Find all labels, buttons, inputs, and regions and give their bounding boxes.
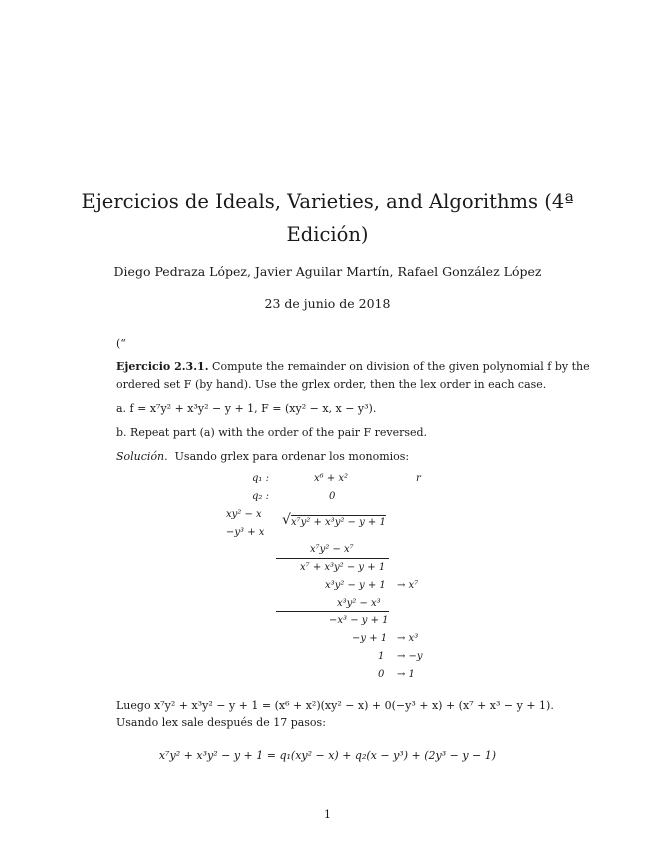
exercise-label: Ejercicio 2.3.1. bbox=[116, 360, 209, 373]
step-4: x³y² − x³ bbox=[337, 598, 381, 609]
step-3-remainder: → x⁷ bbox=[397, 580, 419, 591]
step-3: x³y² − y + 1 bbox=[325, 580, 386, 591]
conclusion: Luego x⁷y² + x³y² − y + 1 = (x⁶ + x²)(xy² − x) + 0(−y³ + x) + (x⁷ + x³ − y + 1). bbox=[116, 699, 554, 712]
step-1: x⁷y² − x⁷ bbox=[310, 544, 354, 555]
step-8-remainder: → 1 bbox=[397, 669, 415, 680]
stray-mark: (“ bbox=[116, 337, 126, 350]
lex-intro: Usando lex sale después de 17 pasos: bbox=[116, 716, 326, 729]
page-number: 1 bbox=[324, 808, 331, 821]
exercise-text-1: Compute the remainder on division of the given polynomial f by the bbox=[212, 360, 590, 373]
q1-label: q₁ : bbox=[252, 473, 269, 484]
step-7: 1 bbox=[378, 651, 385, 662]
date: 23 de junio de 2018 bbox=[264, 296, 391, 311]
solution-intro-line bbox=[116, 450, 409, 463]
solution-intro: Usando grlex para ordenar los monomios: bbox=[174, 450, 410, 463]
step-6-remainder: → x³ bbox=[397, 633, 419, 644]
step-5: −x³ − y + 1 bbox=[329, 615, 389, 626]
lex-result: x⁷y² + x³y² − y + 1 = q₁(xy² − x) + q₂(x − y³) + (2y³ − y − 1) bbox=[158, 749, 497, 762]
exercise-part-a: a. f = x⁷y² + x³y² − y + 1, F = (xy² − x, x − y³). bbox=[116, 402, 377, 415]
division-rule-1 bbox=[276, 558, 389, 559]
document-title-line1: Ejercicios de Ideals, Varieties, and Algorithms (4ª bbox=[81, 190, 574, 213]
q2-label: q₂ : bbox=[252, 491, 269, 502]
dividend: x⁷y² + x³y² − y + 1 bbox=[291, 517, 386, 528]
r-label: r bbox=[416, 473, 421, 484]
document-title-line2: Edición) bbox=[286, 223, 369, 246]
division-rule-2 bbox=[276, 611, 389, 612]
step-2: x⁷ + x³y² − y + 1 bbox=[300, 562, 386, 573]
divisor-2: −y³ + x bbox=[226, 527, 265, 538]
exercise-statement-line1 bbox=[116, 360, 590, 373]
divisor-1: xy² − x bbox=[226, 509, 262, 520]
step-8: 0 bbox=[378, 669, 385, 680]
radical-sign: √ bbox=[282, 512, 291, 528]
exercise-statement-line2: ordered set F (by hand). Use the grlex order, then the lex order in each case. bbox=[116, 378, 547, 391]
solution-label: Solución. bbox=[116, 450, 168, 463]
authors: Diego Pedraza López, Javier Aguilar Martín, Rafael González López bbox=[113, 264, 542, 279]
step-6: −y + 1 bbox=[352, 633, 388, 644]
q1-value: x⁶ + x² bbox=[314, 473, 349, 484]
exercise-part-b: b. Repeat part (a) with the order of the pair F reversed. bbox=[116, 426, 428, 439]
step-7-remainder: → −y bbox=[397, 651, 423, 662]
q2-value: 0 bbox=[329, 491, 336, 502]
